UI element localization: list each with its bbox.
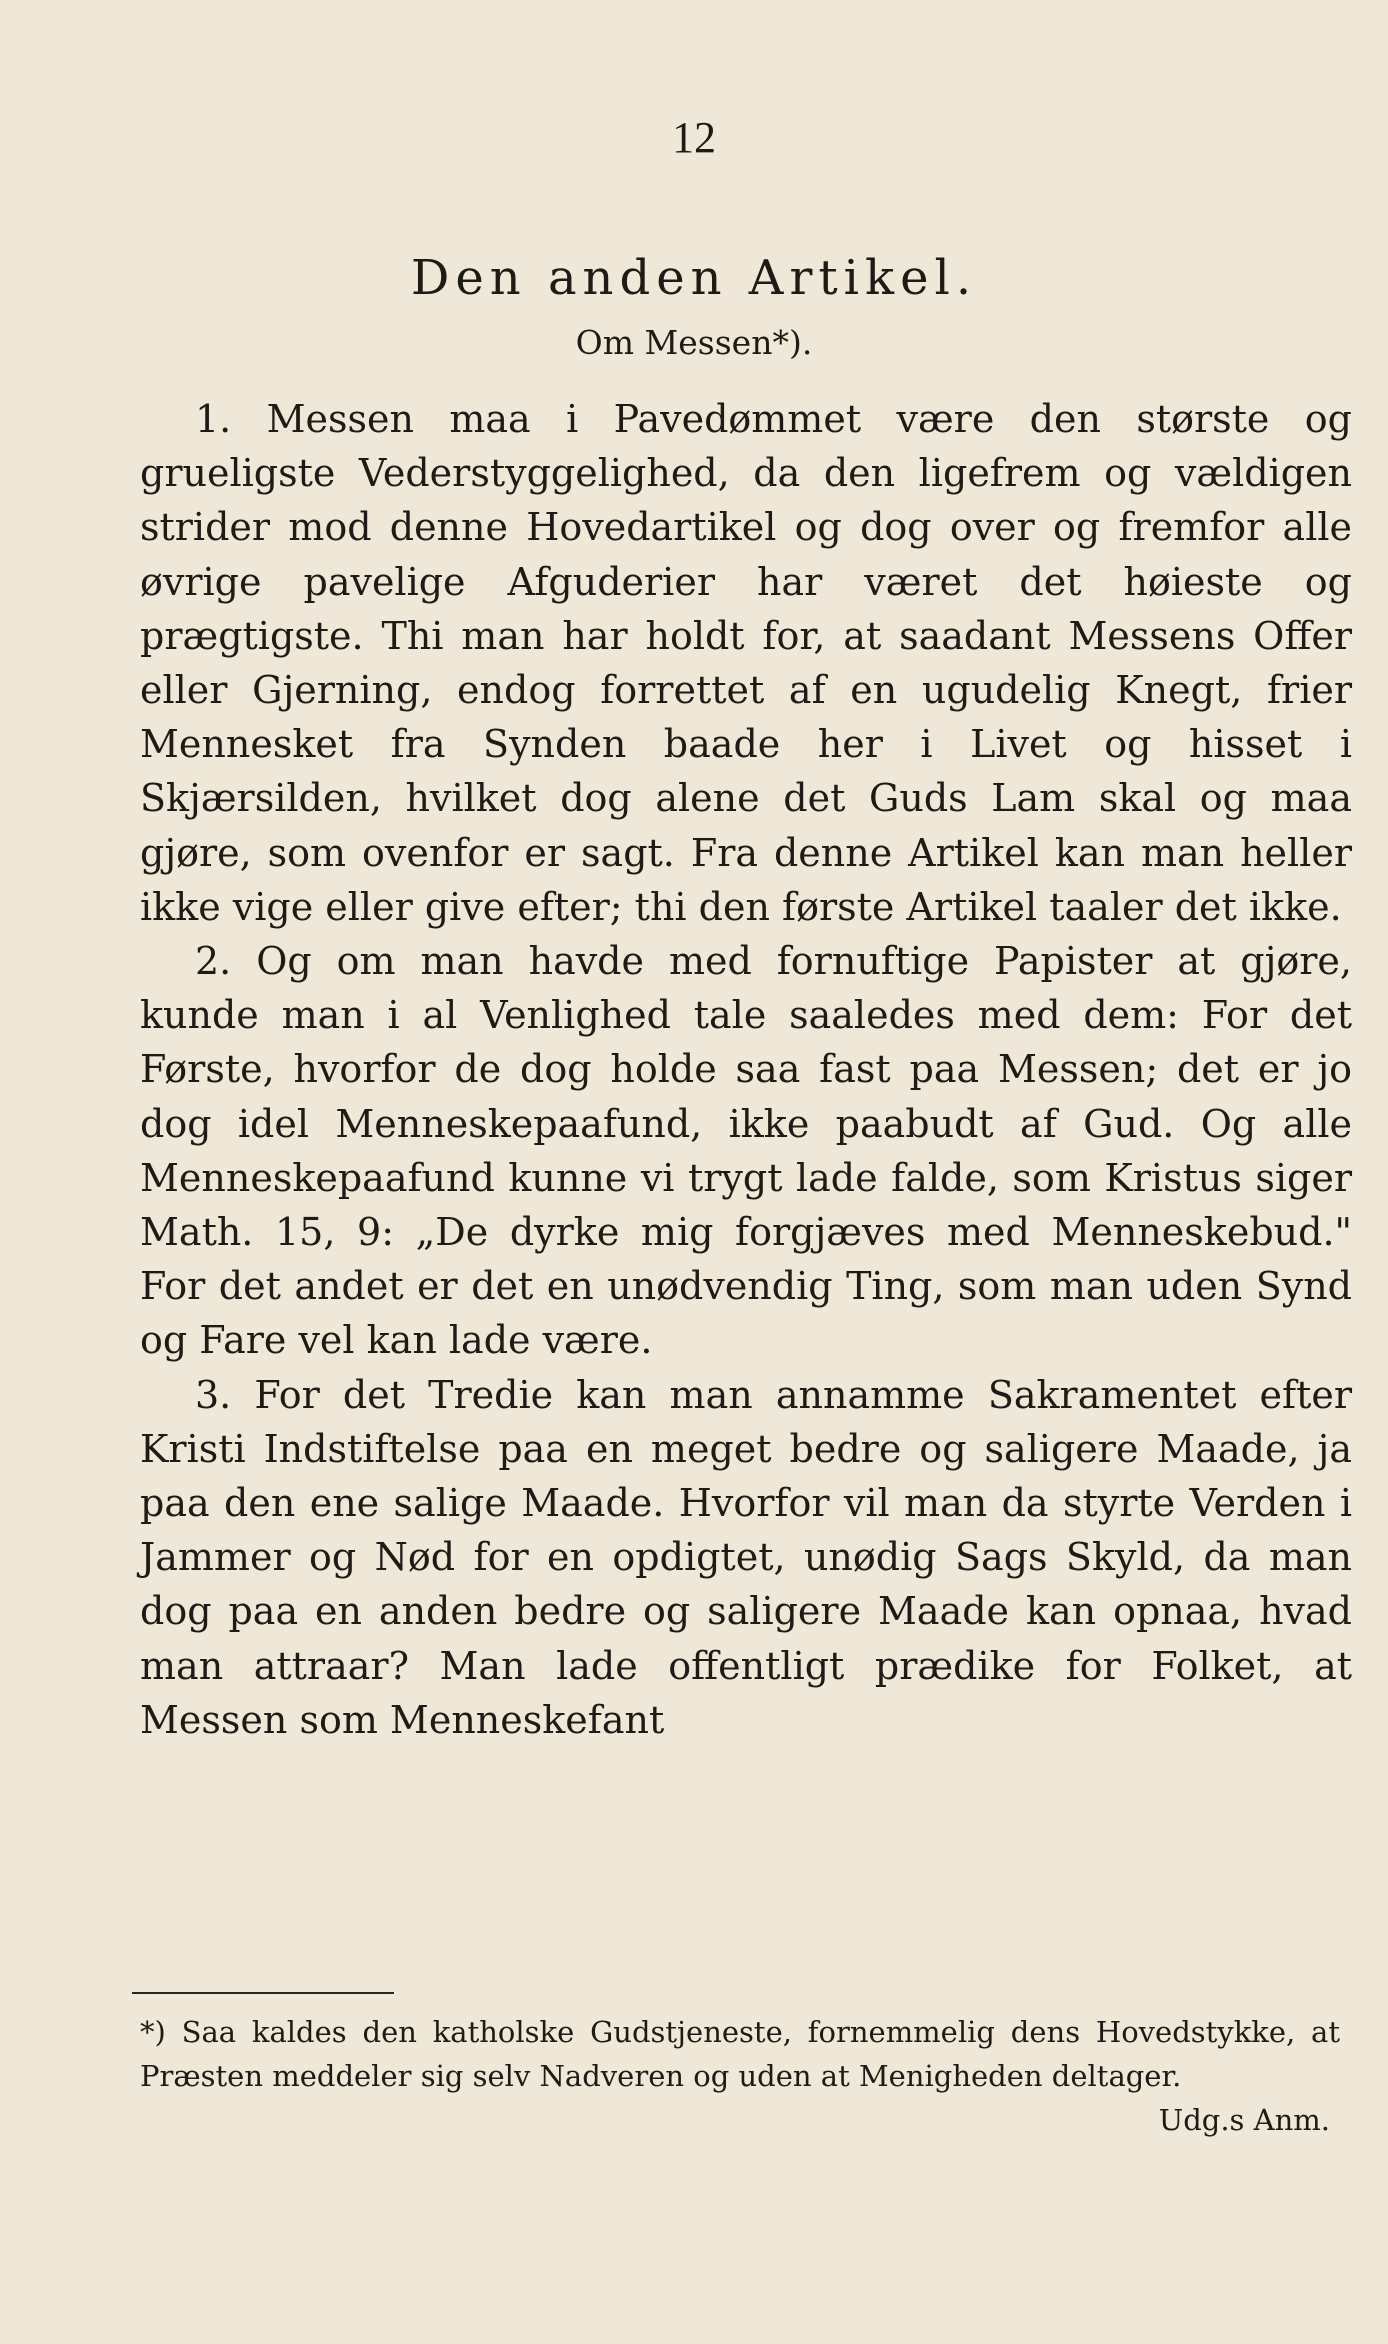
paragraph-3: 3. For det Tredie kan man annamme Sakramentet efter Kristi Indstiftelse paa en meget bedre og saligere Maade, ja paa den ene salige Maade. Hvorfor vil man da styrte Verden i Jammer og Nød for en opdigtet, unødig Sags Skyld, da man dog paa en anden bedre og saligere Maade kan opnaa, hvad man attraar? Man lade offentligt prædike for Folket, at Messen som Menneskefant [140, 1372, 1352, 1742]
article-title: Den anden Artikel. [410, 250, 978, 306]
page-number: 12 [672, 113, 716, 162]
paragraph-1: 1. Messen maa i Pavedømmet være den største og grueligste Vederstyggelighed, da den ligefrem og vældigen strider mod denne Hovedartikel og dog over og fremfor alle øvrige pavelige Afguderier har været det høieste og prægtigste. Thi man har holdt for, at saadant Messens Offer eller Gjerning, endog forrettet af en ugudelig Knegt, frier Mennesket fra Synden baade her i Livet og hisset i Skjærsilden, hvilket dog alene det Guds Lam skal og maa gjøre, som ovenfor er sagt. Fra denne Artikel kan man heller ikke vige eller give efter; thi den første Artikel taaler det ikke. [140, 397, 1352, 929]
article-subtitle: Om Messen*). [575, 323, 813, 362]
footnote-text: *) Saa kaldes den katholske Gudstjeneste, fornemmelig dens Hovedstykke, at Præsten meddeler sig selv Nadveren og uden at Menigheden deltager. [140, 2015, 1340, 2093]
footnote-divider [132, 1992, 394, 1994]
paragraph-2: 2. Og om man havde med fornuftige Papister at gjøre, kunde man i al Venlighed tale saaledes med dem: For det Første, hvorfor de dog holde saa fast paa Messen; det er jo dog idel Menneskepaafund, ikke paabudt af Gud. Og alle Menneskepaafund kunne vi trygt lade falde, som Kristus siger Math. 15, 9: „De dyrke mig forgjæves med Menneskebud." For det andet er det en unødvendig Ting, som man uden Synd og Fare vel kan lade være. [140, 939, 1352, 1363]
footnote-credit: Udg.s Anm. [1158, 2103, 1330, 2137]
footnote [140, 2010, 1340, 2142]
body-text [140, 392, 1352, 1747]
